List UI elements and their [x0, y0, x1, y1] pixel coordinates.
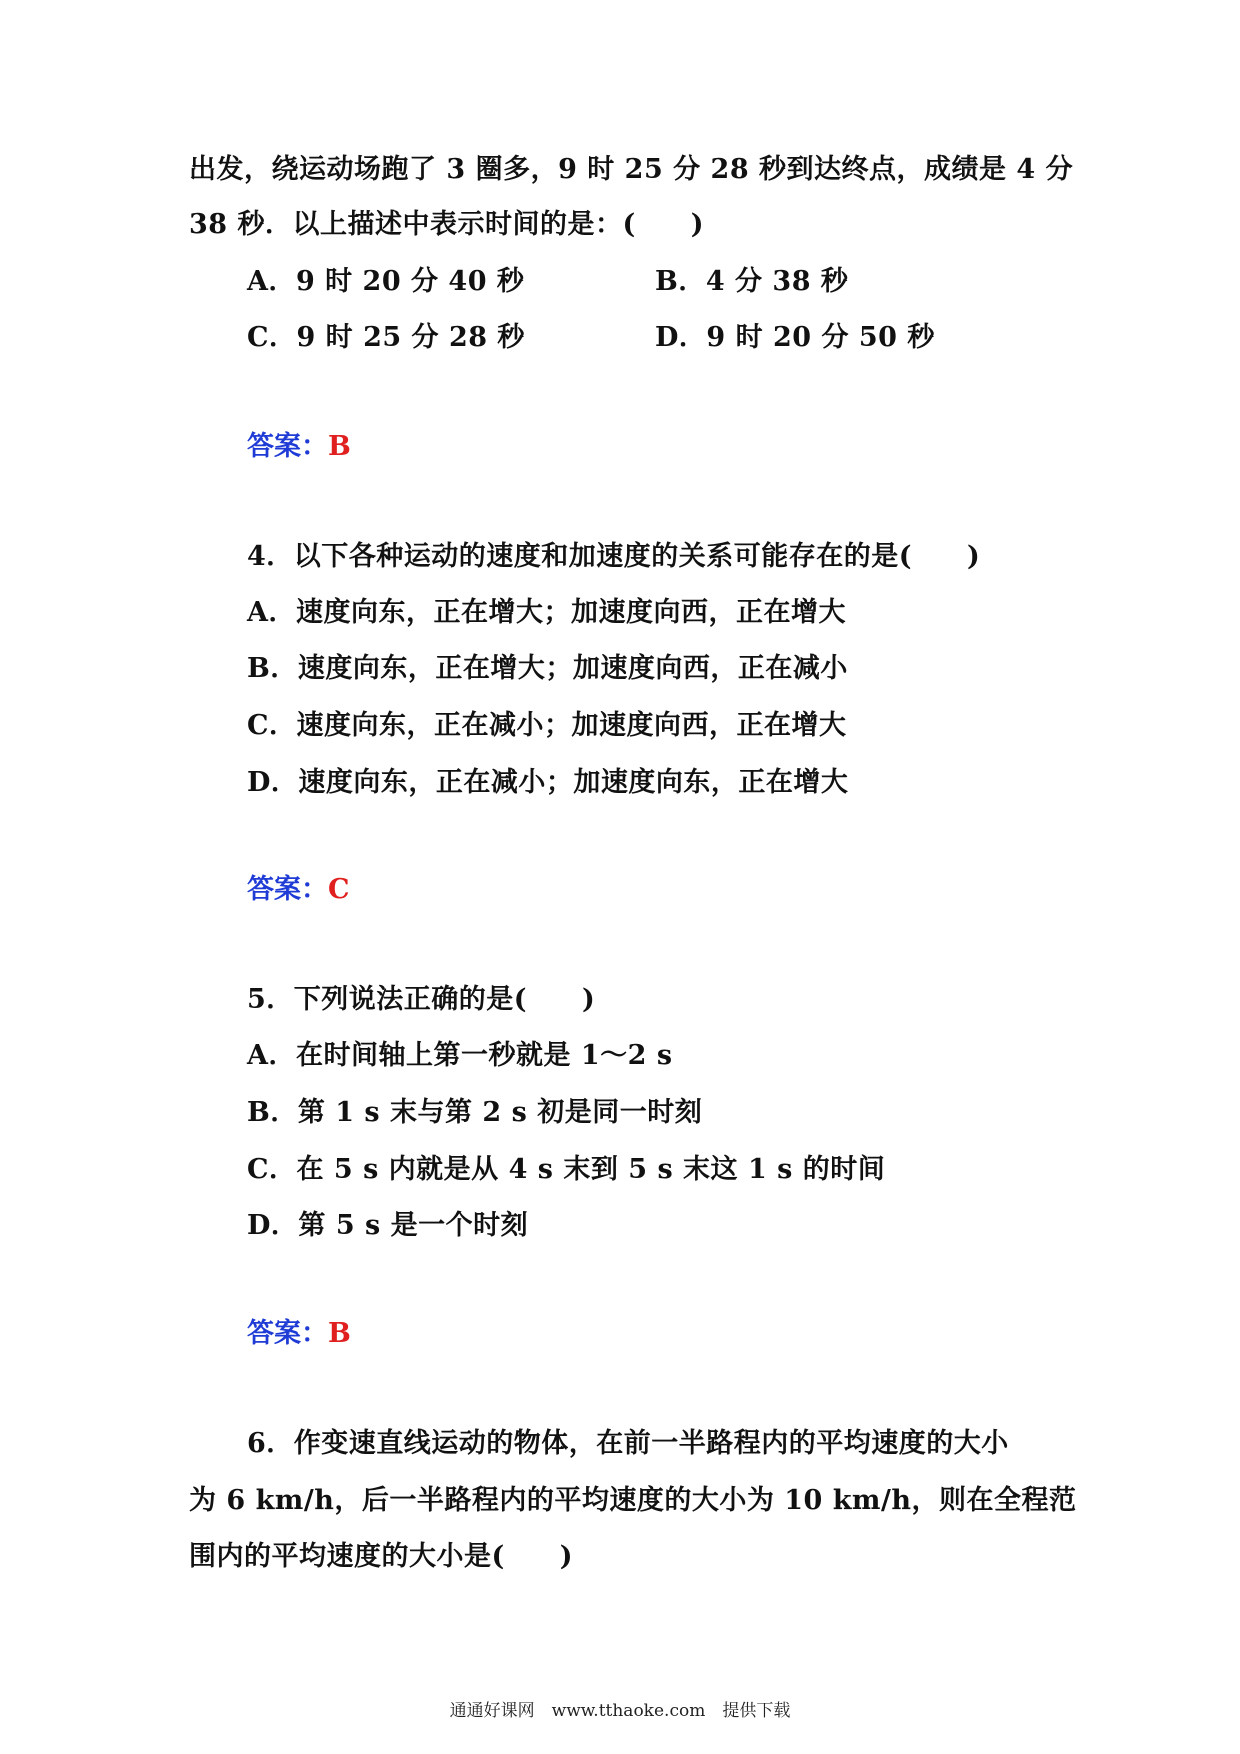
q3-stem-line-2: 38 秒．以上描述中表示时间的是：( )	[189, 209, 705, 240]
q5-option-c: C．在 5 s 内就是从 4 s 末到 5 s 末这 1 s 的时间	[247, 1154, 886, 1185]
q4-answer	[247, 870, 350, 910]
q5-stem: 5．下列说法正确的是( )	[247, 984, 596, 1015]
q4-option-a: A．速度向东，正在增大；加速度向西，正在增大	[247, 597, 846, 628]
q3-answer	[247, 427, 351, 467]
q4-option-c: C．速度向东，正在减小；加速度向西，正在增大	[247, 710, 847, 741]
q5-option-a: A．在时间轴上第一秒就是 1～2 s	[247, 1040, 673, 1071]
q6-stem-line-2: 为 6 km/h，后一半路程内的平均速度的大小为 10 km/h，则在全程范	[189, 1485, 1077, 1516]
q3-answer-value: B	[328, 431, 351, 462]
q4-answer-label: 答案：	[247, 874, 328, 905]
q3-option-c: C．9 时 25 分 28 秒	[247, 322, 525, 353]
q6-stem-line-1: 6．作变速直线运动的物体，在前一半路程内的平均速度的大小	[247, 1428, 1009, 1459]
q3-answer-label: 答案：	[247, 431, 328, 462]
page-footer: 通通好课网 www.tthaoke.com 提供下载	[449, 1701, 791, 1721]
q3-option-b: B．4 分 38 秒	[655, 266, 849, 297]
q5-answer	[247, 1314, 351, 1354]
q5-option-d: D．第 5 s 是一个时刻	[247, 1210, 529, 1241]
q5-option-b: B．第 1 s 末与第 2 s 初是同一时刻	[247, 1097, 703, 1128]
q4-answer-value: C	[328, 874, 350, 905]
q5-answer-value: B	[328, 1318, 351, 1349]
q6-stem-line-3: 围内的平均速度的大小是( )	[189, 1541, 574, 1572]
q4-option-d: D．速度向东，正在减小；加速度向东，正在增大	[247, 767, 849, 798]
q3-option-d: D．9 时 20 分 50 秒	[655, 322, 935, 353]
q3-option-a: A．9 时 20 分 40 秒	[247, 266, 525, 297]
q3-stem-line-1: 出发，绕运动场跑了 3 圈多，9 时 25 分 28 秒到达终点，成绩是 4 分	[189, 154, 1074, 185]
q5-answer-label: 答案：	[247, 1318, 328, 1349]
q4-option-b: B．速度向东，正在增大；加速度向西，正在减小	[247, 653, 848, 684]
q4-stem: 4．以下各种运动的速度和加速度的关系可能存在的是( )	[247, 541, 981, 572]
